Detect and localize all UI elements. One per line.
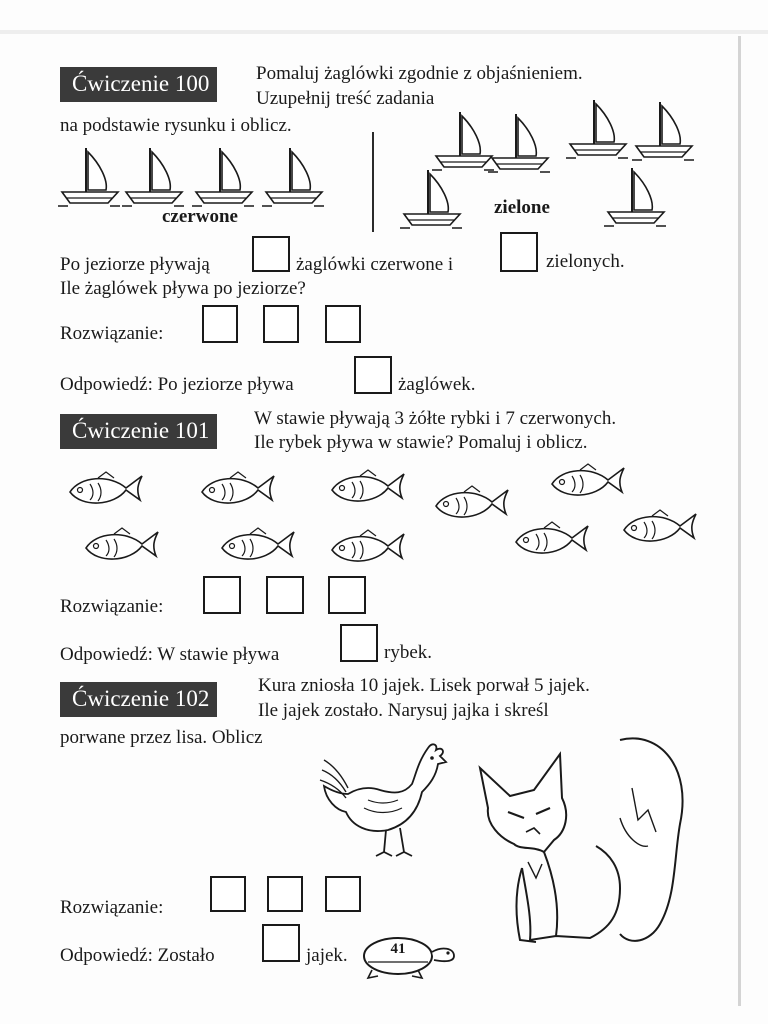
exercise-100-answer-part1: Odpowiedź: Po jeziorze pływa (60, 374, 294, 395)
fish-icon[interactable] (70, 472, 142, 503)
label-red-boats: czerwone (162, 206, 238, 227)
exercise-100-question-part1: Po jeziorze pływają (60, 254, 210, 275)
exercise-100-header: Ćwiczenie 100 (60, 67, 217, 102)
fish-icon[interactable] (516, 522, 588, 553)
fish-icon[interactable] (552, 464, 624, 495)
solution-box-1[interactable] (203, 576, 241, 614)
exercise-100-instruction-line1: Pomaluj żaglówki zgodnie z objaśnieniem. (256, 63, 583, 84)
hen-icon (318, 740, 458, 870)
page-number-badge (350, 932, 460, 982)
exercise-102-header: Ćwiczenie 102 (60, 682, 217, 717)
fish-icon[interactable] (202, 472, 274, 503)
solution-box-1[interactable] (210, 876, 246, 912)
exercise-101-instruction-line1: W stawie pływają 3 żółte rybki i 7 czerwonych. (254, 408, 617, 429)
solution-box-2[interactable] (266, 576, 304, 614)
solution-box-3[interactable] (328, 576, 366, 614)
exercise-100-instruction-line3: na podstawie rysunku i oblicz. (60, 115, 292, 136)
label-green-boats: zielone (494, 197, 550, 218)
exercise-100-solution-label: Rozwiązanie: (60, 323, 164, 344)
fish-icon[interactable] (436, 486, 508, 517)
fish-icon[interactable] (624, 510, 696, 541)
solution-box-2[interactable] (267, 876, 303, 912)
exercise-101-solution-label: Rozwiązanie: (60, 596, 164, 617)
solution-box-3[interactable] (325, 876, 361, 912)
answer-box-total-fish[interactable] (340, 624, 378, 662)
fish-icon[interactable] (222, 528, 294, 559)
exercise-100-question-part3: zielonych. (546, 251, 625, 272)
exercise-102-answer-part1: Odpowiedź: Zostało (60, 945, 215, 966)
exercise-102-instruction-line1: Kura zniosła 10 jajek. Lisek porwał 5 jajek. (258, 675, 590, 696)
fish-icon[interactable] (332, 470, 404, 501)
exercise-100-question-part2: żaglówki czerwone i (296, 254, 454, 275)
exercise-102-instruction-line3: porwane przez lisa. Oblicz (60, 727, 263, 748)
answer-box-eggs-left[interactable] (262, 924, 300, 962)
exercise-102-instruction-line2: Ile jajek zostało. Narysuj jajka i skreśl (258, 700, 549, 721)
fox-icon (470, 728, 700, 958)
exercise-100-instruction-line2: Uzupełnij treść zadania (256, 88, 435, 109)
exercise-102-solution-label: Rozwiązanie: (60, 897, 164, 918)
exercise-100-question-line2: Ile żaglówek pływa po jeziorze? (60, 278, 306, 299)
fish-icon[interactable] (332, 530, 404, 561)
exercise-101-answer-part2: rybek. (384, 642, 433, 663)
exercise-101-instruction-line2: Ile rybek pływa w stawie? Pomaluj i oblicz. (254, 432, 588, 453)
exercise-101-answer-part1: Odpowiedź: W stawie pływa (60, 644, 280, 665)
exercise-101-header: Ćwiczenie 101 (60, 414, 217, 449)
exercise-100-answer-part2: żaglówek. (398, 374, 476, 395)
page-number: 41 (390, 941, 406, 957)
exercise-102-answer-part2: jajek. (306, 945, 348, 966)
fish-icon[interactable] (86, 528, 158, 559)
